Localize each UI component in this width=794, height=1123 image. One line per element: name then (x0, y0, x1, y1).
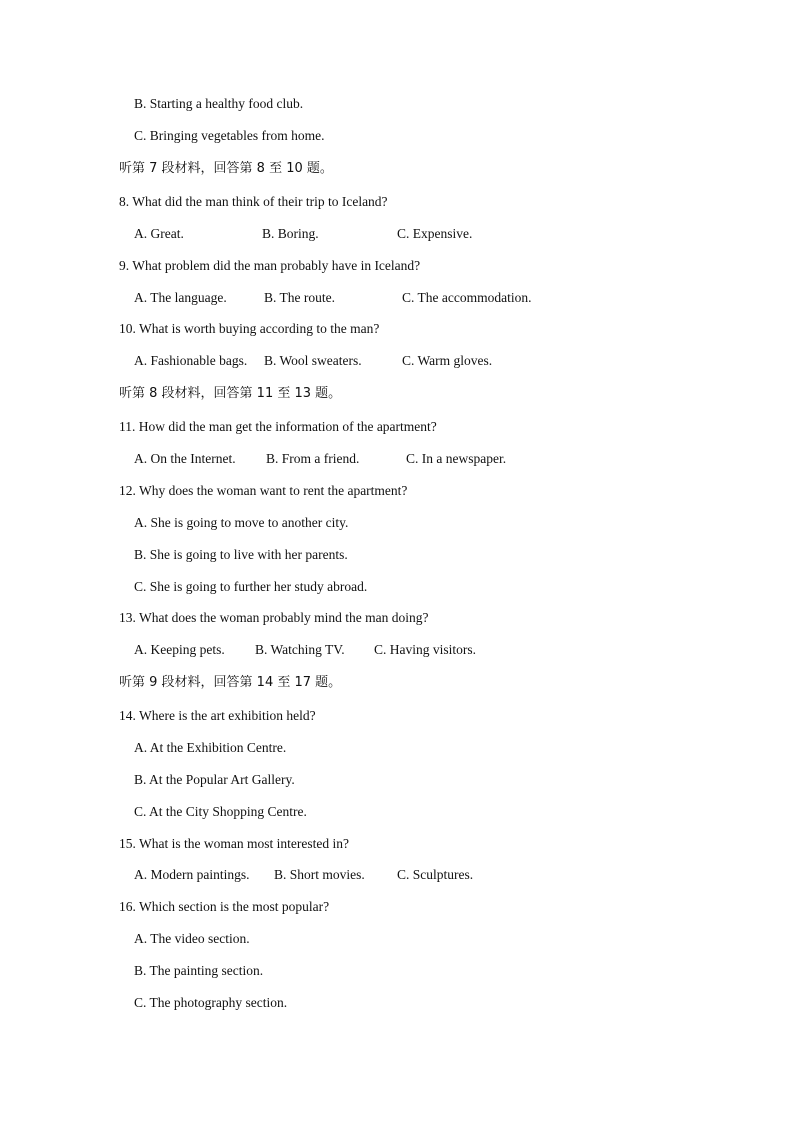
q8-option-c: C. Expensive. (397, 226, 473, 241)
q11-option-b: B. From a friend. (266, 451, 360, 466)
q12-option-a: A. She is going to move to another city. (134, 515, 349, 530)
q13-option-c: C. Having visitors. (374, 642, 477, 657)
q9-option-c: C. The accommodation. (402, 290, 532, 305)
question-9: 9. What problem did the man probably have in Iceland? (119, 258, 421, 273)
q11-option-c: C. In a newspaper. (406, 451, 507, 466)
q10-option-a: A. Fashionable bags. (134, 353, 248, 368)
q13-option-b: B. Watching TV. (255, 642, 345, 657)
q9-option-b: B. The route. (264, 290, 335, 305)
question-11: 11. How did the man get the information of the apartment? (119, 419, 437, 434)
question-14: 14. Where is the art exhibition held? (119, 708, 316, 723)
q14-option-a: A. At the Exhibition Centre. (134, 740, 287, 755)
question-13: 13. What does the woman probably mind the man doing? (119, 610, 429, 625)
question-8: 8. What did the man think of their trip to Iceland? (119, 194, 388, 209)
q16-option-c: C. The photography section. (134, 995, 288, 1010)
question-16: 16. Which section is the most popular? (119, 899, 330, 914)
section-heading-7: 听第 7 段材料，回答第 8 至 10 题。 (119, 161, 333, 176)
q11-option-a: A. On the Internet. (134, 451, 236, 466)
q13-option-a: A. Keeping pets. (134, 642, 225, 657)
q12-option-c: C. She is going to further her study abroad. (134, 579, 368, 594)
q14-option-b: B. At the Popular Art Gallery. (134, 772, 295, 787)
q14-option-c: C. At the City Shopping Centre. (134, 804, 307, 819)
q15-option-b: B. Short movies. (274, 867, 365, 882)
q8-option-a: A. Great. (134, 226, 184, 241)
question-10: 10. What is worth buying according to the man? (119, 321, 380, 336)
q16-option-b: B. The painting section. (134, 963, 264, 978)
question-15: 15. What is the woman most interested in? (119, 836, 349, 851)
q8-option-b: B. Boring. (262, 226, 319, 241)
q10-option-b: B. Wool sweaters. (264, 353, 362, 368)
q9-option-a: A. The language. (134, 290, 227, 305)
q16-option-a: A. The video section. (134, 931, 250, 946)
section-heading-9: 听第 9 段材料，回答第 14 至 17 题。 (119, 675, 342, 690)
q15-option-c: C. Sculptures. (397, 867, 474, 882)
q10-option-c: C. Warm gloves. (402, 353, 493, 368)
q7-option-c: C. Bringing vegetables from home. (134, 128, 325, 143)
question-12: 12. Why does the woman want to rent the apartment? (119, 483, 408, 498)
section-heading-8: 听第 8 段材料，回答第 11 至 13 题。 (119, 386, 342, 401)
q12-option-b: B. She is going to live with her parents. (134, 547, 348, 562)
q15-option-a: A. Modern paintings. (134, 867, 250, 882)
q7-option-b: B. Starting a healthy food club. (134, 96, 304, 111)
